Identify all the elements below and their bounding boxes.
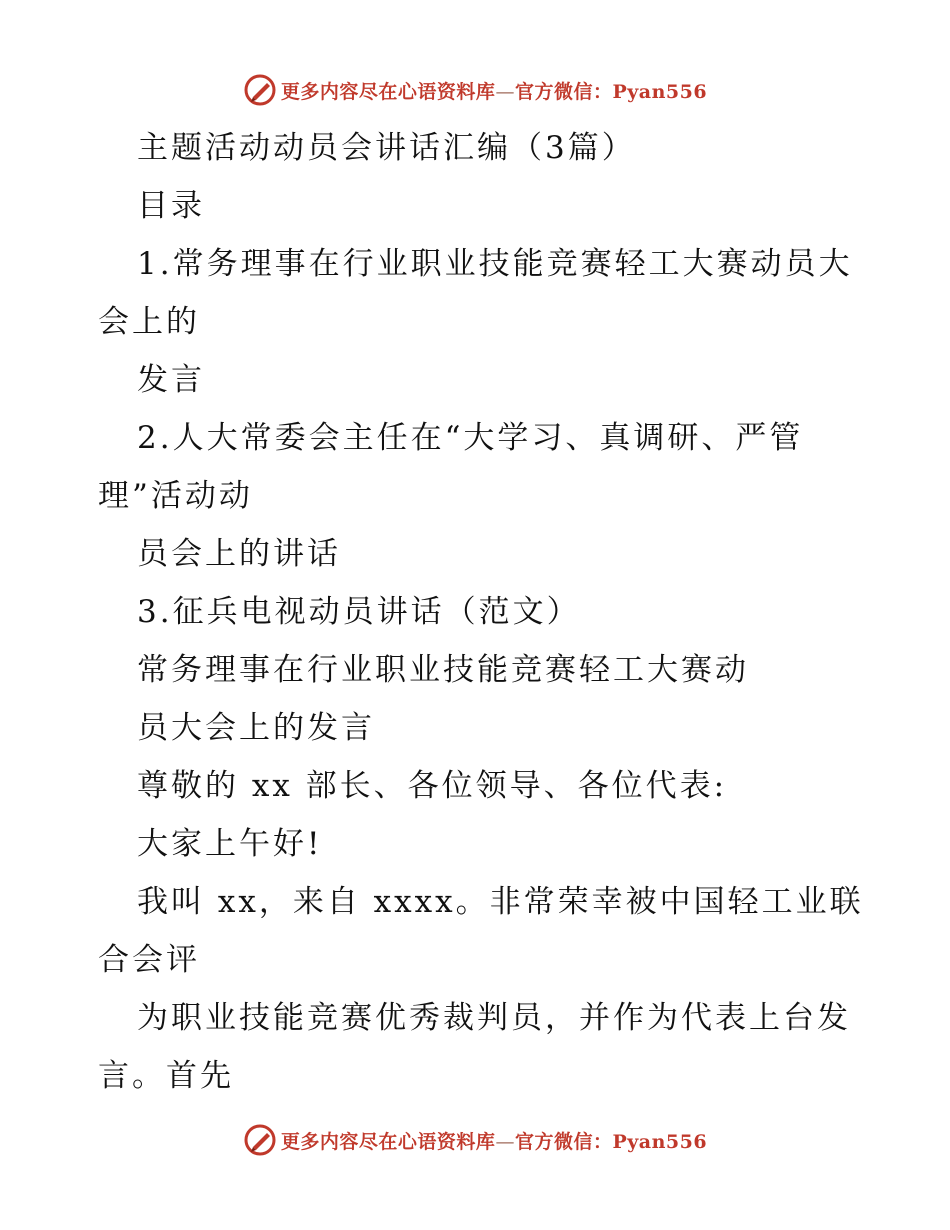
footer-banner-text: 更多内容尽在心语资料库—官方微信：Pyan556 [280,1130,708,1153]
header-banner [0,70,950,110]
pen-logo-icon [243,1123,277,1157]
paragraph-line-2: 为职业技能竞赛优秀裁判员，并作为代表上台发 [137,1000,851,1036]
header-banner-text: 更多内容尽在心语资料库—官方微信：Pyan556 [280,80,708,103]
footer-banner [0,1120,950,1160]
toc-item-1: 1.常务理事在行业职业技能竞赛轻工大赛动员大 [137,246,853,282]
toc-heading: 目录 [137,188,205,224]
toc-item-2-cont-2: 员会上的讲话 [137,536,341,572]
greeting: 大家上午好! [137,826,323,862]
paragraph-line-cont: 合会评 [98,942,200,978]
paragraph-line-2-cont: 言。首先 [98,1058,234,1094]
toc-item-2: 2.人大常委会主任在“大学习、真调研、严管 [137,420,804,456]
salutation: 尊敬的 xx 部长、各位领导、各位代表: [137,768,728,804]
pen-logo-icon [243,73,277,107]
toc-item-1-cont-2: 发言 [137,362,205,398]
document-title: 主题活动动员会讲话汇编（3篇） [137,130,636,166]
toc-item-3: 3.征兵电视动员讲话（范文） [137,594,581,630]
section-heading-cont: 员大会上的发言 [137,710,375,746]
paragraph-line: 我叫 xx，来自 xxxx。非常荣幸被中国轻工业联 [137,884,864,920]
toc-item-2-cont: 理”活动动 [98,478,253,514]
section-heading: 常务理事在行业职业技能竞赛轻工大赛动 [137,652,749,688]
toc-item-1-cont: 会上的 [98,304,200,340]
